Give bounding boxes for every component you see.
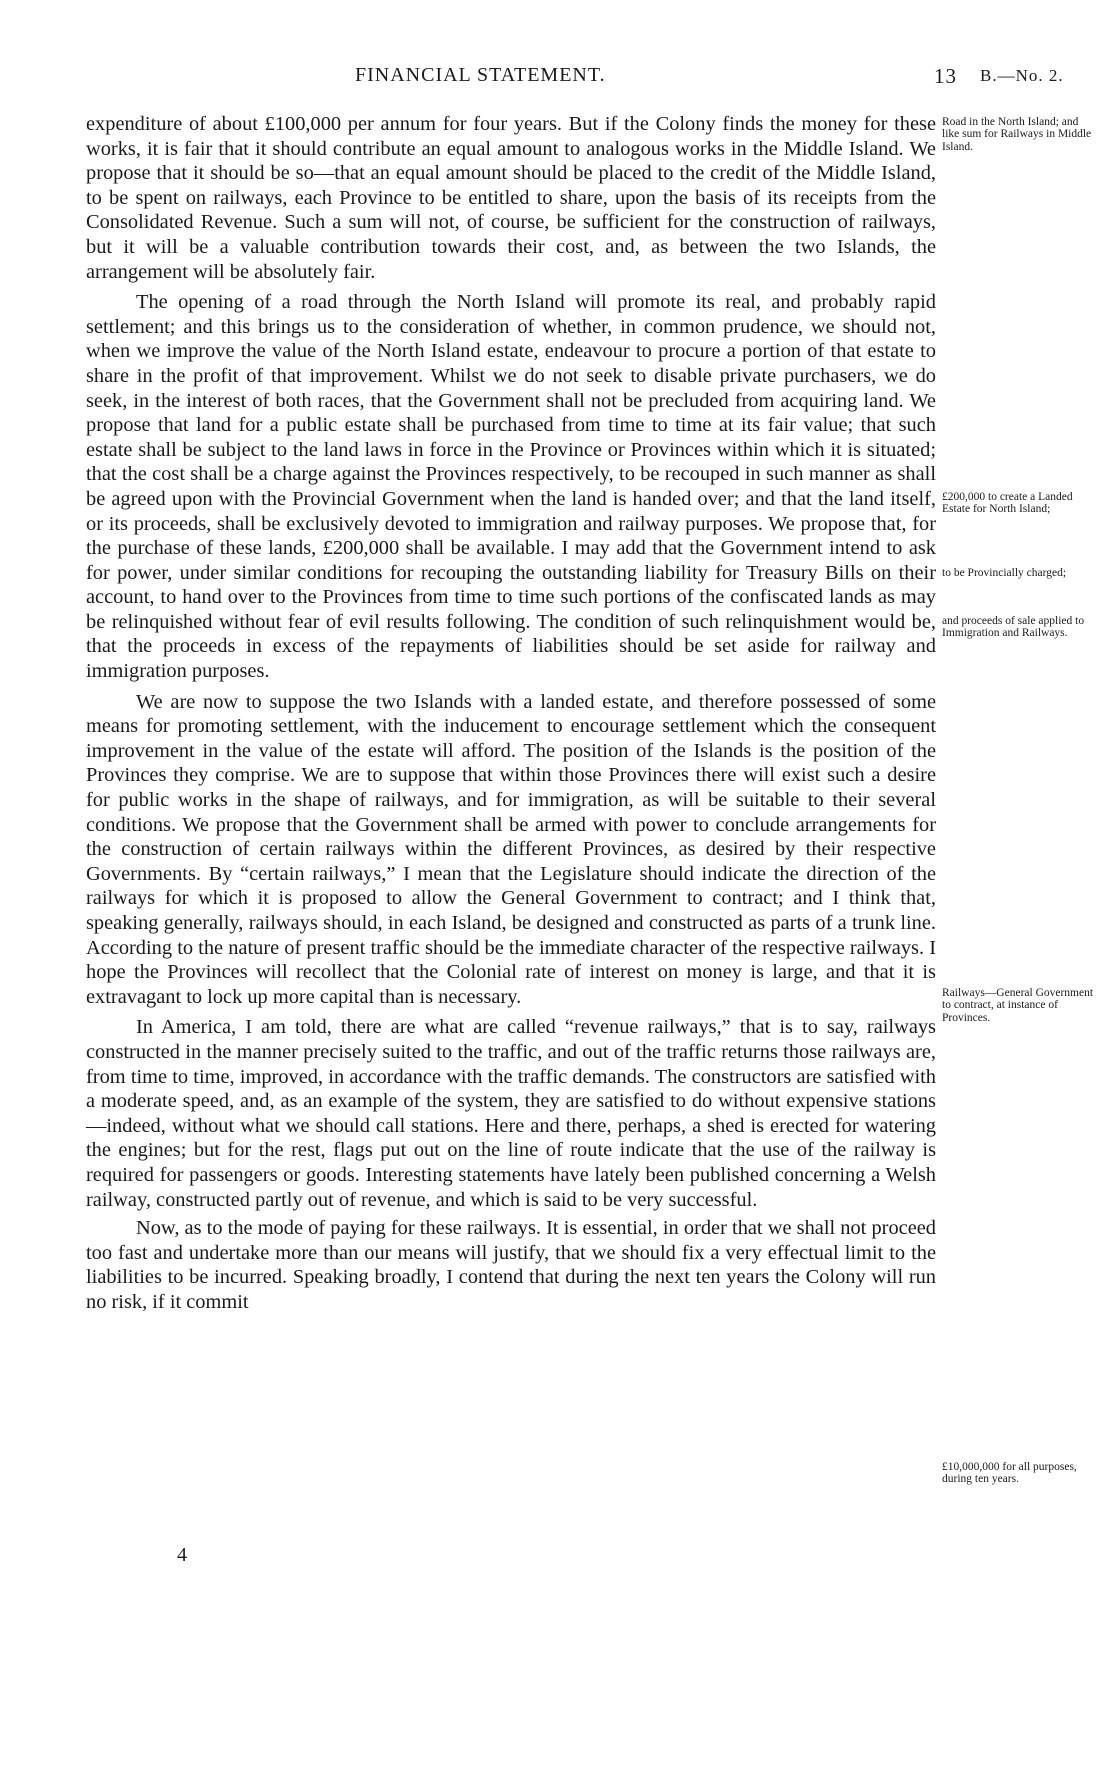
margin-note-provincially-charged: to be Provincially charged; xyxy=(942,567,1067,579)
margin-note-proceeds: and proceeds of sale applied to Immigration and Railways. xyxy=(942,615,1085,640)
main-text xyxy=(86,112,936,1321)
page-number: 13 xyxy=(934,64,957,88)
page-header xyxy=(0,64,1114,94)
paper-reference: B.—No. 2. xyxy=(980,66,1064,85)
margin-note-railways: Railways—General Government to contract, at instance of Provinces. xyxy=(942,987,1094,1024)
paragraph-4: In America, I am told, there are what are called “revenue railways,” that is to say, railways constructed in the manner precisely suited to the traffic, and out of the traffic returns those railways are, from time to time, improved, in accordance with the traffic demands. The constructors are satisfied with a moderate speed, and, as an example of the system, they are satisfied to do without expensive stations—indeed, without what we should call stations. Here and there, perhaps, a shed is erected for watering the engines; but for the rest, flags put out on the line of route indicate that the use of the railway is required for passengers or goods. Interesting statements have lately been published concerning a Welsh railway, constructed partly out of revenue, and which is said to be very successful. xyxy=(86,1016,936,1211)
paragraph-5: Now, as to the mode of paying for these railways. It is essential, in order that we shall not proceed too fast and undertake more than our means will justify, that we should fix a very effectual limit to the liabilities to be incurred. Speaking broadly, I contend that during the next ten years the Colony will run no risk, if it commit xyxy=(86,1217,936,1313)
paragraph-1: expenditure of about £100,000 per annum for four years. But if the Colony finds the money for these works, it is fair that it should contribute an equal amount to analogous works in the Middle Island. We propose that it should be so—that an equal amount should be placed to the credit of the Middle Island, to be spent on railways, each Province to be entitled to share, upon the basis of its receipts from the Consolidated Revenue. Such a sum will not, of course, be sufficient for the construction of railways, but it will be a valuable contribution towards their cost, and, as between the two Islands, the arrangement will be absolutely fair. xyxy=(86,113,936,283)
signature-mark: 4 xyxy=(177,1544,187,1566)
margin-note-road: Road in the North Island; and like sum for Railways in Middle Island. xyxy=(942,116,1092,153)
paragraph-2: The opening of a road through the North Island will promote its real, and probably rapid settlement; and this brings us to the consideration of whether, in common prudence, we should not, when we improve the value of the North Island estate, endeavour to procure a portion of that estate to share in the profit of that improvement. Whilst we do not seek to disable private purchasers, we do seek, in the interest of both races, that the Government shall not be precluded from acquiring land. We propose that land for a public estate shall be purchased from time to time at its fair value; that such estate shall be subject to the land laws in force in the Province or Provinces within which it is situated; that the cost shall be a charge against the Provinces respectively, to be recouped in such manner as shall be agreed upon with the Provincial Government when the land is handed over; and that the land itself, or its proceeds, shall be exclusively devoted to immigration and railway purposes. We propose that, for the purchase of these lands, £200,000 shall be available. I may add that the Government intend to ask for power, under similar conditions for recouping the outstanding liability for Treasury Bills on their account, to hand over to the Provinces from time to time such portions of the confiscated lands as may be relinquished without fear of evil results following. The condition of such relinquishment would be, that the proceeds in excess of the repayments of liabilities should be set aside for railway and immigration purposes. xyxy=(86,291,936,683)
paragraph-3: We are now to suppose the two Islands with a landed estate, and therefore possessed of some means for promoting settlement, with the inducement to encourage settlement which the consequent improvement in the value of the estate will afford. The position of the Islands is the position of the Provinces they comprise. We are to suppose that within those Provinces there will exist such a desire for public works in the shape of railways, and for immigration, as will be suitable to their several conditions. We propose that the Government shall be armed with power to conclude arrangements for the construction of certain railways within the different Provinces, as desired by their respective Governments. By “certain railways,” I mean that the Legislature should indicate the direction of the railways for which it is proposed to allow the General Government to contract; and I think that, speaking generally, railways should, in each Island, be designed and constructed as parts of a trunk line. According to the nature of present traffic should be the immediate character of the respective railways. I hope the Provinces will recollect that the Colonial rate of interest on money is large, and that it is extravagant to lock up more capital than is necessary. xyxy=(86,690,936,1008)
page-title: FINANCIAL STATEMENT. xyxy=(355,64,606,86)
margin-note-landed-estate: £200,000 to create a Landed Estate for North Island; xyxy=(942,491,1073,516)
margin-note-ten-million: £10,000,000 for all purposes, during ten years. xyxy=(942,1461,1077,1486)
